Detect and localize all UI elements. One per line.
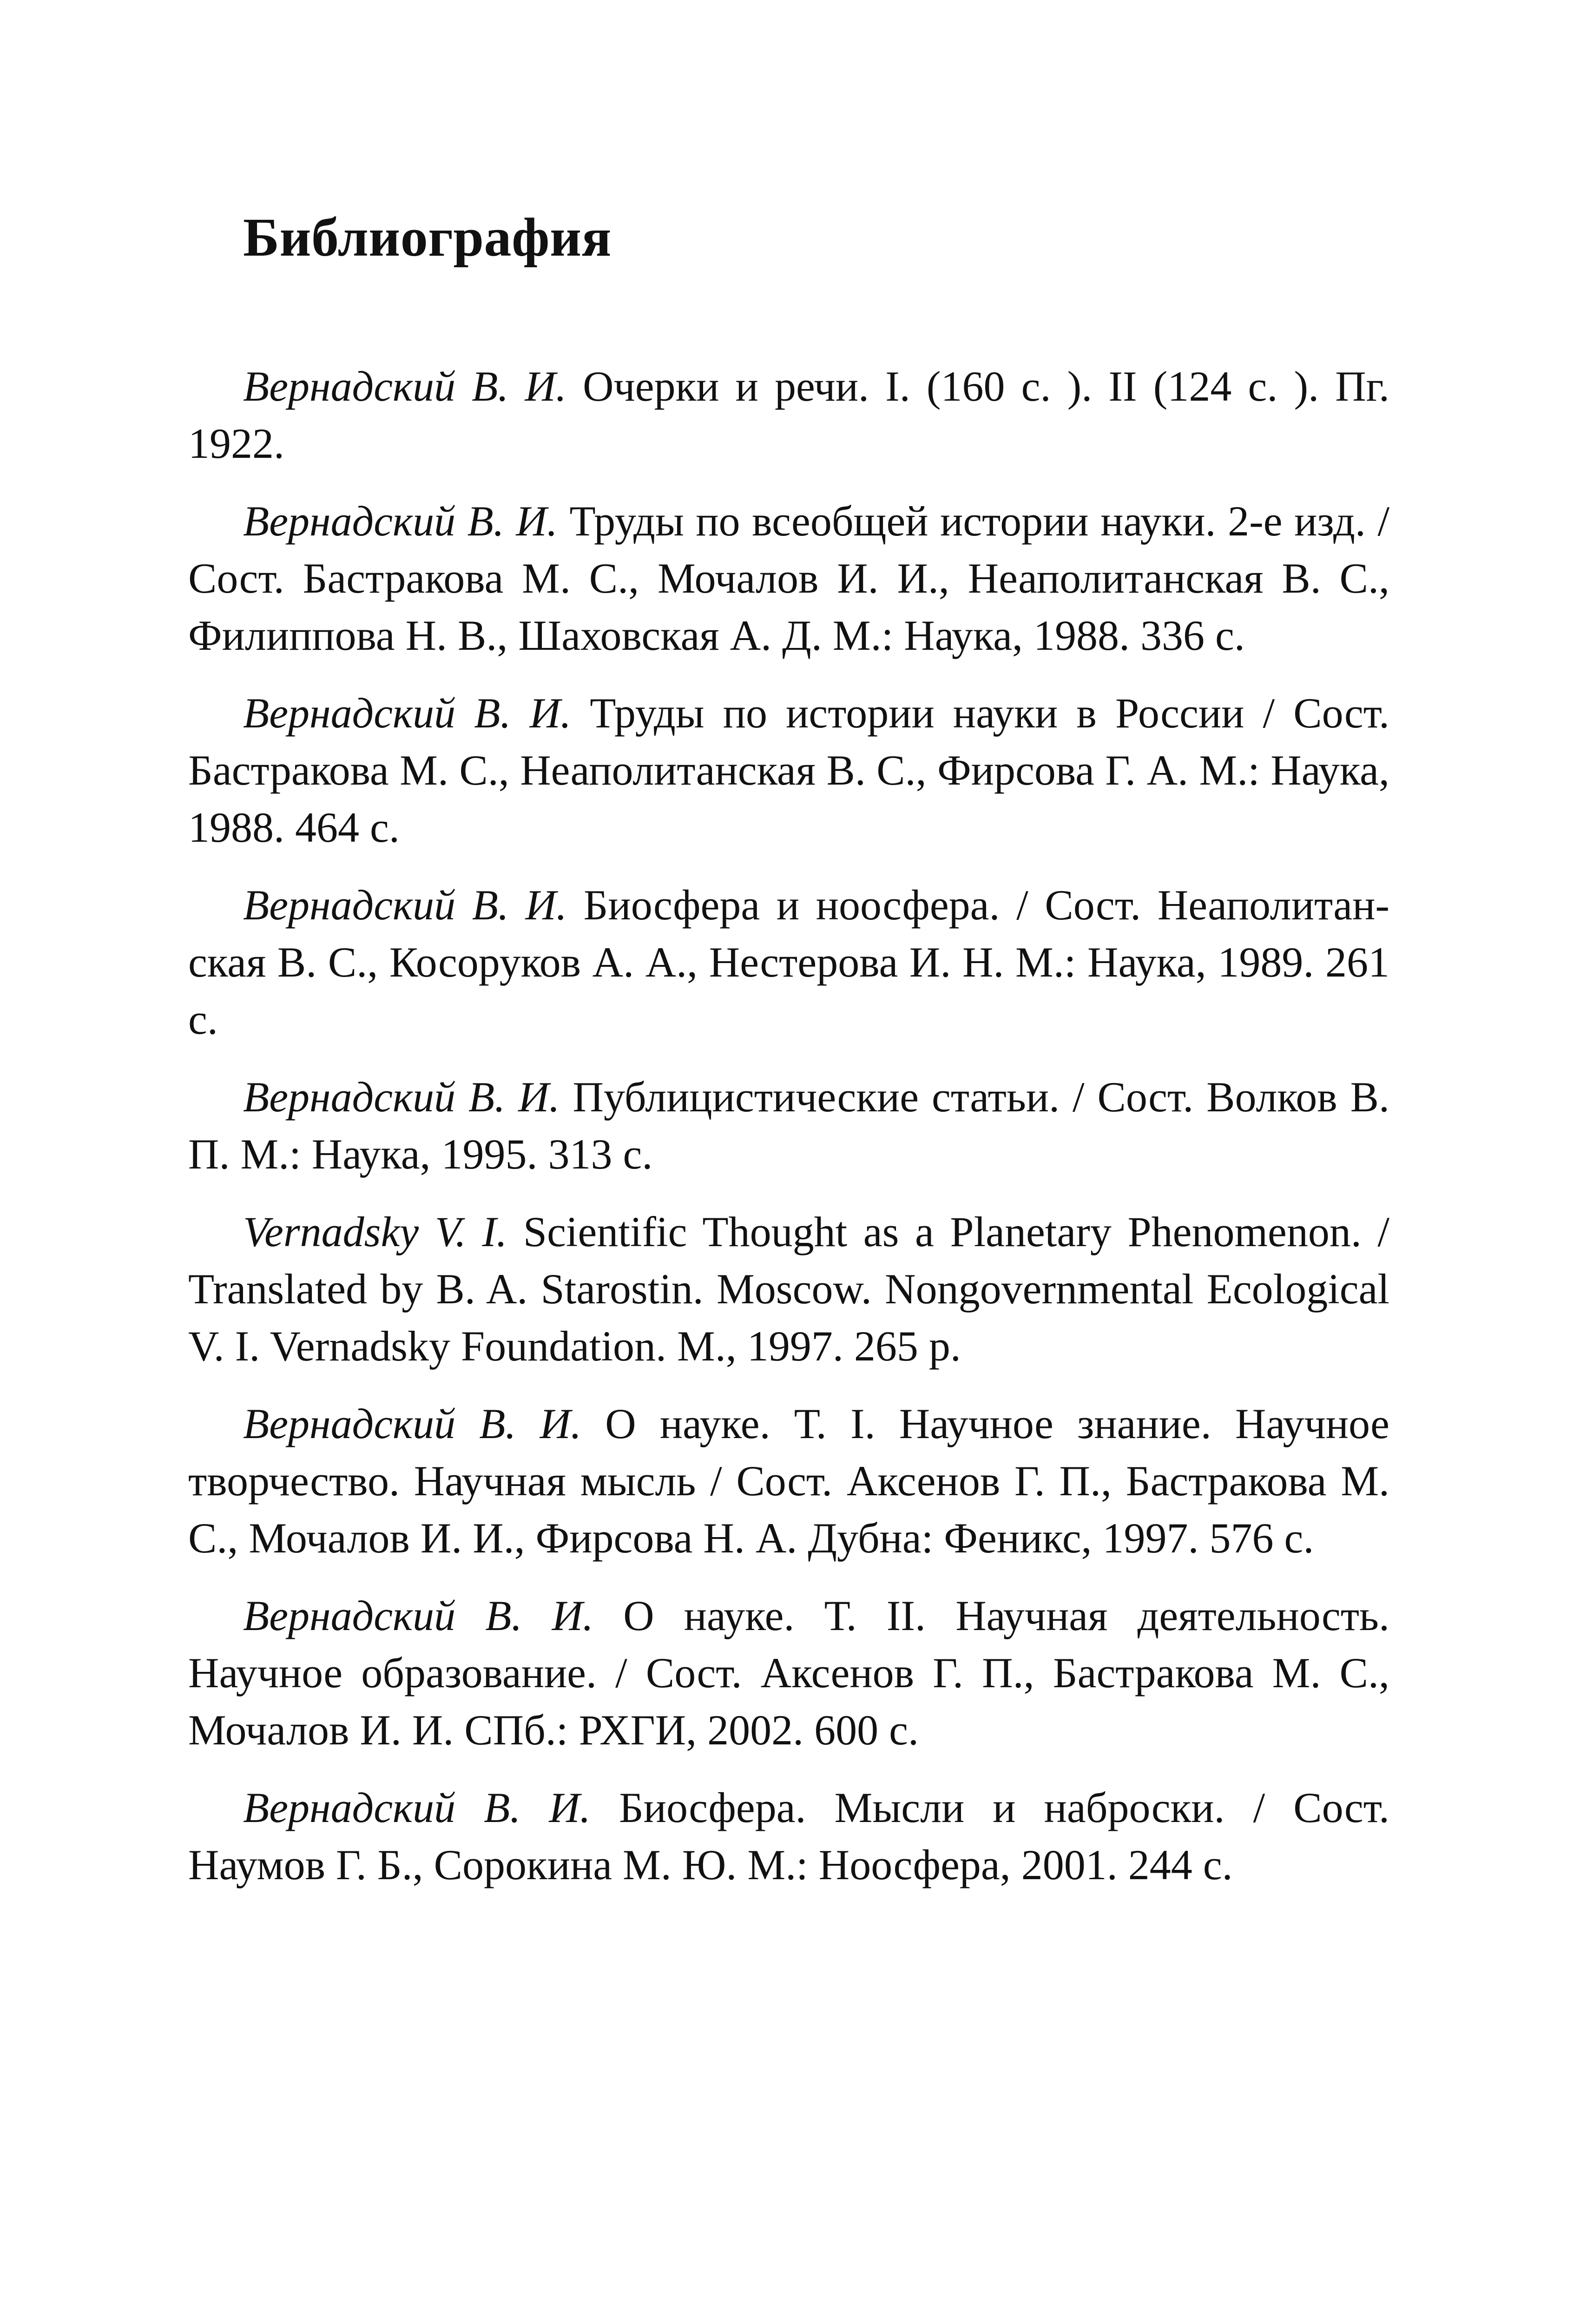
bibliography-entry: [188, 1587, 1389, 1759]
entry-author: Вернадский В. И.: [243, 689, 572, 737]
entry-author: Vernadsky V. I.: [243, 1208, 507, 1255]
entry-author: Вернадский В. И.: [243, 881, 567, 929]
entry-author: Вернадский В. И.: [243, 1400, 582, 1447]
entry-text: Очерки и речи. I. (160 с. ). II (124 с. ). Пг. 1922.: [188, 363, 1389, 467]
entry-text: Публицистические статьи. / Сост. Волков В. П. М.: Наука, 1995. 313 с.: [188, 1073, 1389, 1178]
bibliography-entry: [188, 1395, 1389, 1567]
page-title: Библиография: [243, 207, 612, 268]
bibliography-entry: [188, 358, 1389, 472]
bibliography-entry: [188, 685, 1389, 856]
entry-text: О науке. Т. II. Научная деятельность. Научное образование. / Сост. Аксенов Г. П., Бастракова М. С., Мочалов И. И. СПб.: РХГИ, 2002. 600 с.: [188, 1592, 1389, 1754]
bibliography-entry: [188, 1203, 1389, 1375]
bibliography-list: [188, 358, 1389, 1914]
bibliography-entry: [188, 1069, 1389, 1183]
bibliography-entry: [188, 1779, 1389, 1894]
entry-author: Вернадский В. И.: [243, 1784, 591, 1831]
entry-text: Биосфера. Мысли и наброски. / Сост. Наумов Г. Б., Сорокина М. Ю. М.: Ноосфера, 2001. 244 с.: [188, 1784, 1390, 1888]
entry-text: О науке. Т. I. Научное знание. Научное творчество. Научная мысль / Сост. Аксенов Г. П., Бастракова М. С., Мочалов И. И., Фирсова Н. А. Дубна: Феникс, 1997. 576 с.: [188, 1400, 1389, 1562]
bibliography-entry: [188, 493, 1389, 664]
entry-author: Вернадский В. И.: [243, 497, 558, 545]
entry-text: Труды по всеобщей истории науки. 2-е изд. / Сост. Бастракова М. С., Мочалов И. И., Неаполитанская В. С., Филиппова Н. В., Шаховская А. Д. М.: Наука, 1988. 336 с.: [188, 497, 1390, 659]
entry-text: Scientific Thought as a Planetary Phenomenon. / Translated by B. A. Starostin. Moscow. Nongovernmental Ecological V. I. Vernadsky Foundation. M., 1997. 265 p.: [188, 1208, 1389, 1370]
entry-text: Биосфера и ноосфера. / Сост. Неаполитанская В. С., Косоруков А. А., Нестерова И. Н. М.: Наука, 1989. 261 с.: [188, 881, 1389, 1043]
entry-text: Труды по истории науки в России / Сост. Бастракова М. С., Неаполитанская В. С., Фирсова Г. А. М.: Наука, 1988. 464 с.: [188, 689, 1389, 851]
entry-author: Вернадский В. И.: [243, 363, 566, 410]
entry-author: Вернадский В. И.: [243, 1073, 560, 1121]
bibliography-entry: [188, 877, 1389, 1048]
entry-author: Вернадский В. И.: [243, 1592, 594, 1639]
